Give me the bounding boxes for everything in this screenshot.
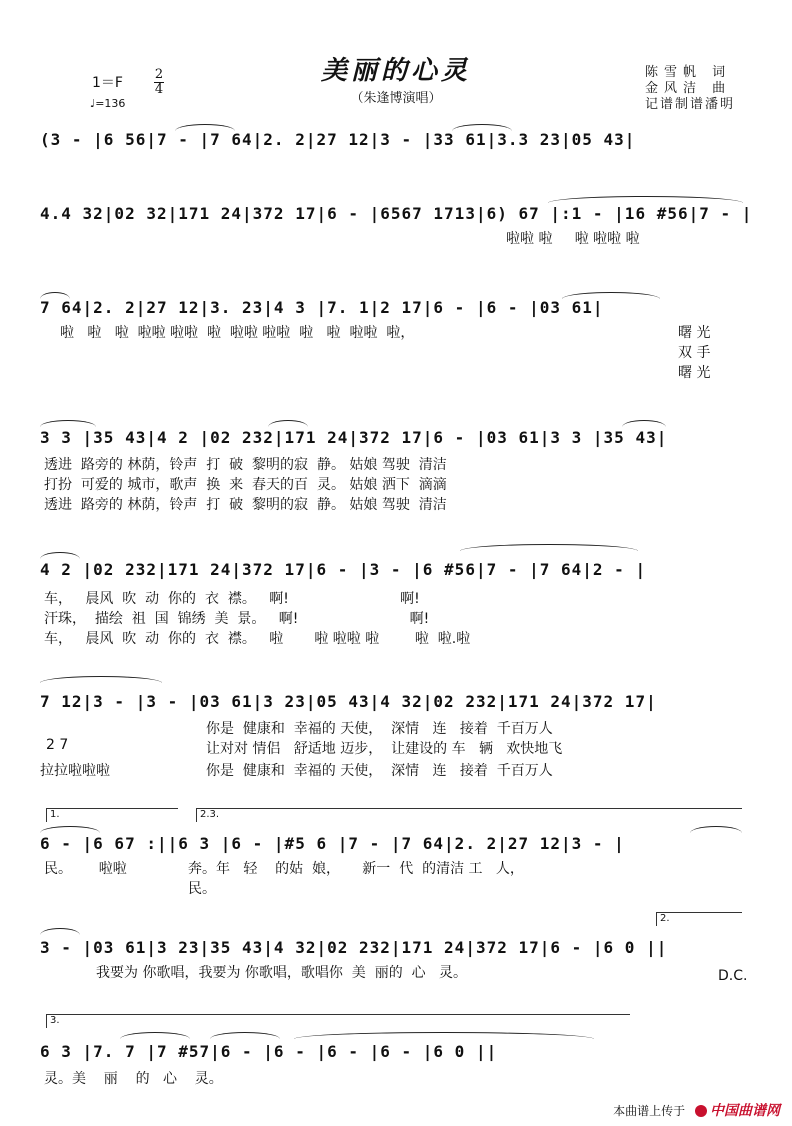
lyrics-row-2: 啦啦 啦 啦 啦啦 啦 [506,231,640,247]
volta-bracket-edge [656,912,657,926]
site-logo-icon [695,1105,707,1117]
song-title: 美丽的心灵 [320,56,471,86]
lyrics-row-5-verse-2: 汗珠， 描绘 祖 国 锦绣 美 景。 啊! 啊! [44,611,430,627]
lyrics-row-3-pickup-c: 曙 光 [678,365,711,381]
lyrics-row-6-verse-3: 你是 健康和 幸福的 天使， 深情 连 接着 千百万人 [206,763,553,779]
slur [690,826,742,833]
stave-5: 4 2 |02 232|171 24|372 17|6 - |3 - |6 #56|7 - |7 64|2 - | [40,560,647,579]
slur [622,420,666,427]
volta-label-1: 1. [50,809,60,820]
lyrics-row-3-pickup-b: 双 手 [678,345,711,361]
lyricist-credit: 陈雪帆 词 [645,65,732,80]
lyrics-row-8: 我要为 你歌唱，我要为 你歌唱，歌唱你 美 丽的 心 灵。 [96,965,467,981]
slur [268,420,308,427]
volta-bracket-edge [196,808,197,822]
stave-3: 7 64|2. 2|27 12|3. 23|4 3 |7. 1|2 17|6 - |6 - |03 61| [40,298,604,317]
volta-bracket-edge [46,1014,47,1028]
stave-7: 6 - |6 67 :||6 3 |6 - |#5 6 |7 - |7 64|2. 2|27 12|3 - | [40,834,625,853]
lyrics-row-6-inline-notes: 2 7 [46,737,69,753]
slur [452,124,512,131]
slur [175,124,235,131]
slur [548,196,743,203]
site-logo[interactable] [695,1103,780,1119]
lyrics-row-3-verse-1: 啦 啦 啦 啦啦 啦啦 啦 啦啦 啦啦 啦 啦 啦啦 啦， [60,325,415,341]
time-signature-bottom: 4 [154,82,164,97]
slur [40,826,100,833]
stave-2: 4.4 32|02 32|171 24|372 17|6 - |6567 1713|6) 67 |:1 - |16 #56|7 - | [40,204,753,223]
volta-label-2: 2. [660,913,670,924]
lyrics-row-4-verse-2: 打扮 可爱的 城市，歌声 换 来 春天的百 灵。 姑娘 洒下 滴滴 [44,477,447,493]
lyrics-row-4-verse-3: 透进 路旁的 林荫，铃声 打 破 黎明的寂 静。 姑娘 驾驶 清洁 [44,497,447,513]
volta-bracket [46,1014,630,1015]
slur [40,552,80,559]
volta-bracket [196,808,742,809]
key-signature: 1＝F [92,75,123,91]
lyrics-row-7-ending-2: 奔。年 轻 的姑 娘， 新一 代 的清洁 工 人， [188,861,524,877]
volta-label-2-3: 2.3. [200,809,220,820]
slur [40,928,80,935]
lyrics-row-5-verse-1: 车， 晨风 吹 动 你的 衣 襟。 啊! 啊! [44,591,420,607]
volta-bracket-edge [46,808,47,822]
da-capo-marking: D.C. [718,968,748,984]
lyrics-row-9: 灵。美 丽 的 心 灵。 [44,1071,223,1087]
volta-bracket [46,808,178,809]
tempo-marking: ♩=136 [90,97,126,110]
transcriber-credit: 记谱制谱潘明 [645,97,736,112]
slur [120,1032,190,1039]
stave-4: 3 3 |35 43|4 2 |02 232|171 24|372 17|6 - |03 61|3 3 |35 43| [40,428,668,447]
time-signature [152,68,166,97]
lyrics-row-6-verse-3-pickup: 拉拉啦啦啦 [40,763,110,779]
slur [210,1032,280,1039]
performer-note: （朱逢博演唱） [350,91,442,106]
lyrics-row-6-verse-1: 你是 健康和 幸福的 天使， 深情 连 接着 千百万人 [206,721,553,737]
time-signature-top: 2 [154,67,164,82]
slur [40,292,70,299]
slur [562,292,660,299]
footer-attribution [613,1104,780,1118]
lyrics-row-4-verse-1: 透进 路旁的 林荫，铃声 打 破 黎明的寂 静。 姑娘 驾驶 清洁 [44,457,447,473]
upload-note: 本曲谱上传于 [613,1104,686,1118]
site-name: 中国曲谱网 [710,1103,780,1119]
slur [40,676,162,683]
slur [40,420,96,427]
lyrics-row-5-verse-3: 车， 晨风 吹 动 你的 衣 襟。 啦 啦 啦啦 啦 啦 啦.啦 [44,631,471,647]
slur [294,1032,594,1039]
lyrics-row-6-verse-2: 让对对 情侣 舒适地 迈步， 让建设的 车 辆 欢快地飞 [206,741,563,757]
lyrics-row-7-ending-1: 民。 啦啦 [44,861,127,877]
stave-8: 3 - |03 61|3 23|35 43|4 32|02 232|171 24|372 17|6 - |6 0 || [40,938,668,957]
lyrics-row-7-ending-3: 民。 [188,881,216,897]
stave-1: (3 - |6 56|7 - |7 64|2. 2|27 12|3 - |33 61|3.3 23|05 43| [40,130,636,149]
stave-6: 7 12|3 - |3 - |03 61|3 23|05 43|4 32|02 232|171 24|372 17| [40,692,657,711]
lyrics-row-3-pickup-a: 曙 光 [678,325,711,341]
slur [460,544,638,551]
stave-9: 6 3 |7. 7 |7 #57|6 - |6 - |6 - |6 - |6 0 || [40,1042,498,1061]
composer-credit: 金风洁 曲 [645,81,732,96]
volta-label-3: 3. [50,1015,60,1026]
